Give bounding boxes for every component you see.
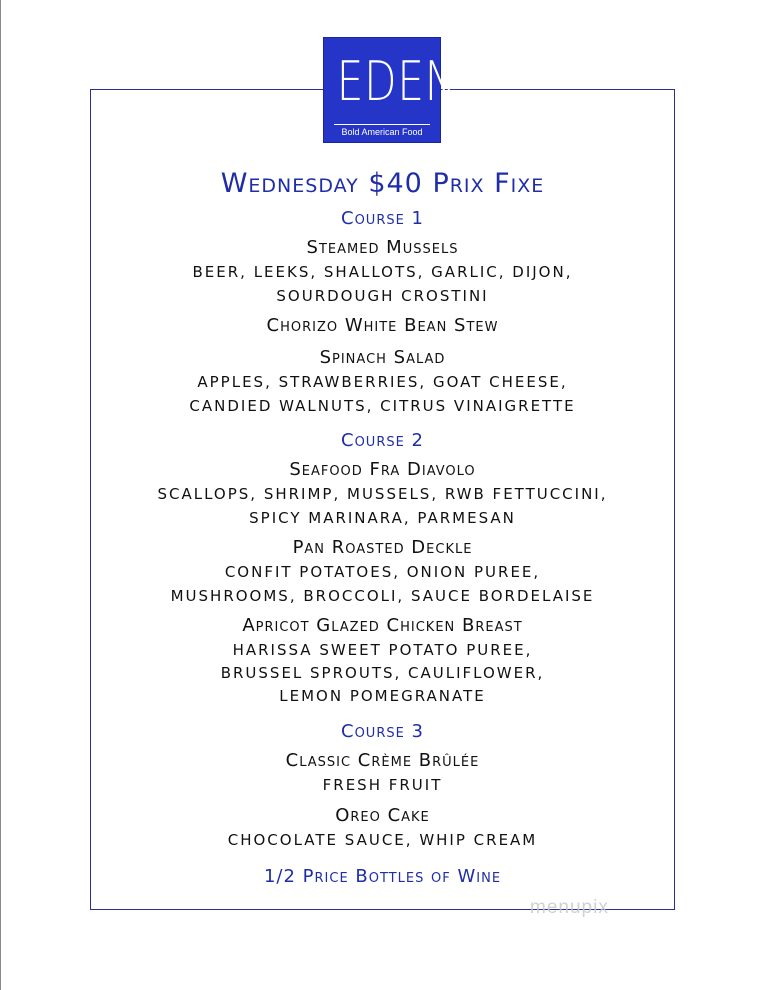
logo-wordmark: EDEN	[336, 50, 458, 113]
dish-name: Chorizo White Bean Stew	[266, 315, 499, 336]
dish-name: Pan Roasted Deckle	[292, 537, 473, 558]
dish-name: Seafood Fra Diavolo	[289, 459, 476, 480]
dish-name: Oreo Cake	[335, 805, 430, 826]
dish-description: CHOCOLATE SAUCE, WHIP CREAM	[227, 831, 538, 849]
dish-description: BRUSSEL SPROUTS, CAULIFLOWER,	[220, 664, 545, 682]
menupix-watermark: menupix	[530, 897, 609, 918]
dish-name: Classic Crème Brûlée	[285, 750, 480, 771]
course-heading: Course 2	[341, 430, 424, 451]
dish-description: CONFIT POTATOES, ONION PUREE,	[224, 563, 541, 581]
dish-description: HARISSA SWEET POTATO PUREE,	[232, 641, 533, 659]
dish-description: LEMON POMEGRANATE	[279, 687, 486, 705]
dish-description: SPICY MARINARA, PARMESAN	[249, 509, 516, 527]
logo-rule	[334, 124, 430, 125]
wine-promo: 1/2 Price Bottles of Wine	[263, 866, 502, 887]
dish-description: CANDIED WALNUTS, CITRUS VINAIGRETTE	[189, 397, 576, 415]
course-heading: Course 3	[341, 721, 424, 742]
dish-description: SOURDOUGH CROSTINI	[276, 287, 489, 305]
menu-title: Wednesday $40 Prix Fixe	[220, 168, 545, 199]
dish-description: BEER, LEEKS, SHALLOTS, GARLIC, DIJON,	[192, 263, 573, 281]
dish-name: Steamed Mussels	[306, 237, 459, 258]
dish-name: Spinach Salad	[319, 347, 446, 368]
dish-description: FRESH FRUIT	[322, 776, 443, 794]
dish-description: APPLES, STRAWBERRIES, GOAT CHEESE,	[197, 373, 568, 391]
dish-description: SCALLOPS, SHRIMP, MUSSELS, RWB FETTUCCINI,	[157, 485, 608, 503]
dish-name: Apricot Glazed Chicken Breast	[242, 615, 523, 636]
logo-tagline: Bold American Food	[341, 127, 423, 137]
dish-description: MUSHROOMS, BROCCOLI, SAUCE BORDELAISE	[170, 587, 595, 605]
course-heading: Course 1	[341, 208, 424, 229]
eden-logo	[323, 37, 458, 143]
